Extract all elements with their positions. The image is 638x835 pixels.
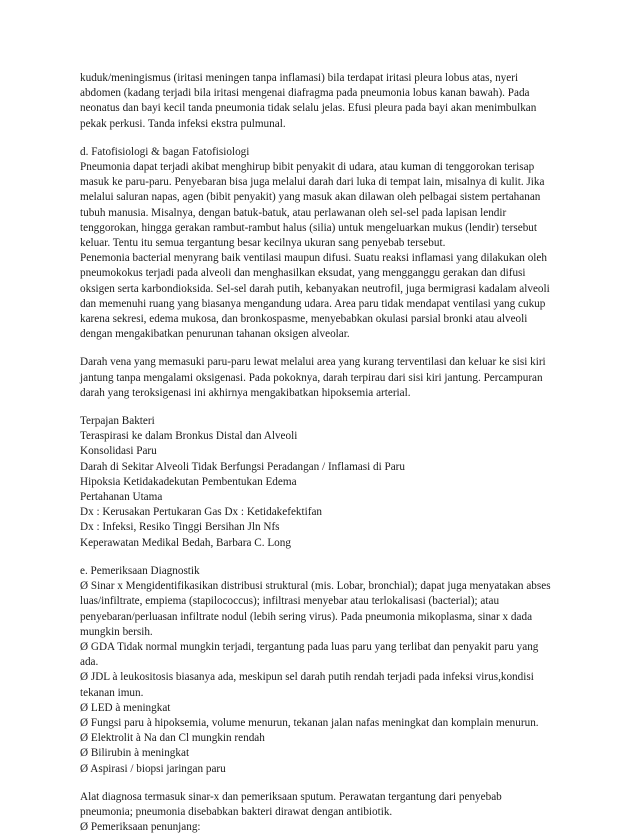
text-line: pneumokokus terjadi pada alveoli dan menghasilkan eksudat, yang mengganggu gerakan dan difusi (80, 267, 526, 280)
chart-source: Keperawatan Medikal Bedah, Barbara C. Long (80, 536, 291, 549)
text-line: pneumonia; pneumonia disebabkan bakteri dirawat dengan antibiotik. (80, 805, 393, 818)
text-line: tekanan imun. (80, 686, 144, 699)
text-line: penyebaran/perluasan infiltrate nodul (lebih sering virus). Pada pneumonia mikoplasma, sinar x dada (80, 610, 533, 623)
text-line: Pneumonia dapat terjadi akibat menghirup bibit penyakit di udara, atau kuman di tenggorokan terisap (80, 161, 535, 174)
chart-step: Darah di Sekitar Alveoli Tidak Berfungsi Peradangan / Inflamasi di Paru (80, 460, 405, 473)
text-line: pekak perkusi. Tanda infeksi ekstra pulmunal. (80, 117, 286, 130)
chart-step: Pertahanan Utama (80, 491, 163, 504)
text-line: keluar. Tentu itu semua tergantung besar kecilnya ukuran sang penyebab tersebut. (80, 237, 446, 250)
text-line: karena sekresi, edema mukosa, dan bronkospasme, menyebabkan okulasi parsial bronki atau alveoli (80, 313, 528, 326)
chart-step: Konsolidasi Paru (80, 445, 157, 458)
spacer (80, 401, 570, 414)
spacer (80, 777, 570, 790)
chart-step: Teraspirasi ke dalam Bronkus Distal dan Alveoli (80, 430, 298, 443)
text-line: Penemonia bacterial menyrang baik ventilasi maupun difusi. Suatu reaksi inflamasi yang dilakukan oleh (80, 252, 547, 265)
text-line: luas/infiltrate, empiema (stapilococcus); infiltrasi menyebar atau terlokalisasi (bacterial); atau (80, 595, 500, 608)
section-heading: e. Pemeriksaan Diagnostik (80, 564, 200, 577)
text-line: jantung tanpa mengalami oksigenasi. Pada pokoknya, darah terpirau dari sisi kiri jantung. Percampuran (80, 371, 543, 384)
paragraph-pathophysiology (80, 145, 570, 343)
text-line: abdomen (kadang terjadi bila iritasi mengenai diafragma pada pneumonia lobus kanan bawah). Pada (80, 87, 530, 100)
chart-step: Terpajan Bakteri (80, 415, 155, 428)
text-line: dan memenuhi ruang yang biasanya mengandung udara. Area paru tidak mendapat ventilasi yang cukup (80, 297, 546, 310)
spacer (80, 132, 570, 145)
list-item: Ø Elektrolit à Na dan Cl mungkin rendah (80, 732, 265, 745)
list-item: Ø Aspirasi / biopsi jaringan paru (80, 762, 226, 775)
text-line: ada. (80, 656, 99, 669)
list-item: Ø Bilirubin à meningkat (80, 747, 190, 760)
paragraph-symptoms (80, 71, 570, 132)
list-item: Ø Sinar x Mengidentifikasikan distribusi struktural (mis. Lobar, bronchial); dapat juga menyatakan abses (80, 580, 551, 593)
pathophysiology-chart-list (80, 414, 570, 551)
chart-step: Dx : Infeksi, Resiko Tinggi Bersihan Jln Nfs (80, 521, 280, 534)
list-item: Ø Pemeriksaan penunjang: (80, 821, 201, 834)
text-line: kuduk/meningismus (iritasi meningen tanpa inflamasi) bila terdapat iritasi pleura lobus atas, nyeri (80, 72, 519, 84)
text-line: masuk ke paru-paru. Penyebaran bisa juga melalui darah dari luka di tempat lain, misalnya di kulit. Jika (80, 176, 545, 189)
paragraph-diagnostic-tools (80, 790, 570, 835)
spacer (80, 551, 570, 564)
section-heading: d. Fatofisiologi & bagan Fatofisiologi (80, 145, 250, 158)
text-line: oksigen serta karbondioksida. Sel-sel darah putih, kebanyakan neutrofil, juga bermigrasi kadalam alveoli (80, 282, 550, 295)
document-page (80, 71, 570, 835)
text-line: tubuh manusia. Misalnya, dengan batuk-batuk, atau perlawanan oleh sel-sel pada lapisan lendir (80, 206, 507, 219)
text-line: tenggorokan, hingga gerakan rambut-rambut halus (silia) untuk mengeluarkan mukus (lendir) tersebut (80, 221, 537, 234)
list-item: Ø Fungsi paru à hipoksemia, volume menurun, tekanan jalan nafas meningkat dan komplain menurun. (80, 716, 539, 729)
list-item: Ø JDL à leukositosis biasanya ada, meskipun sel darah putih rendah terjadi pada infeksi virus,kondisi (80, 671, 534, 684)
paragraph-diagnostics (80, 564, 570, 777)
spacer (80, 342, 570, 355)
list-item: Ø GDA Tidak normal mungkin terjadi, tergantung pada luas paru yang terlibat dan penyakit paru yang (80, 640, 539, 653)
chart-step: Dx : Kerusakan Pertukaran Gas Dx : Ketidakefektifan (80, 506, 323, 519)
text-line: dengan mengakibatkan penurunan tahanan oksigen alveolar. (80, 328, 350, 341)
chart-step: Hipoksia Ketidakadekutan Pembentukan Edema (80, 475, 297, 488)
text-line: Darah vena yang memasuki paru-paru lewat melalui area yang kurang terventilasi dan keluar ke sisi kiri (80, 356, 546, 369)
text-line: melalui saluran napas, agen (bibit penyakit) yang masuk akan dilawan oleh pelbagai sistem pertahanan (80, 191, 541, 204)
text-line: Alat diagnosa termasuk sinar-x dan pemeriksaan sputum. Perawatan tergantung dari penyebab (80, 790, 502, 803)
paragraph-venous-blood (80, 355, 570, 401)
text-line: darah yang teroksigenasi ini akhirnya mengakibatkan hipoksemia arterial. (80, 386, 411, 399)
text-line: neonatus dan bayi kecil tanda pneumonia tidak selalu jelas. Efusi pleura pada bayi akan menimbulkan (80, 102, 537, 115)
list-item: Ø LED à meningkat (80, 701, 171, 714)
text-line: mungkin bersih. (80, 625, 153, 638)
